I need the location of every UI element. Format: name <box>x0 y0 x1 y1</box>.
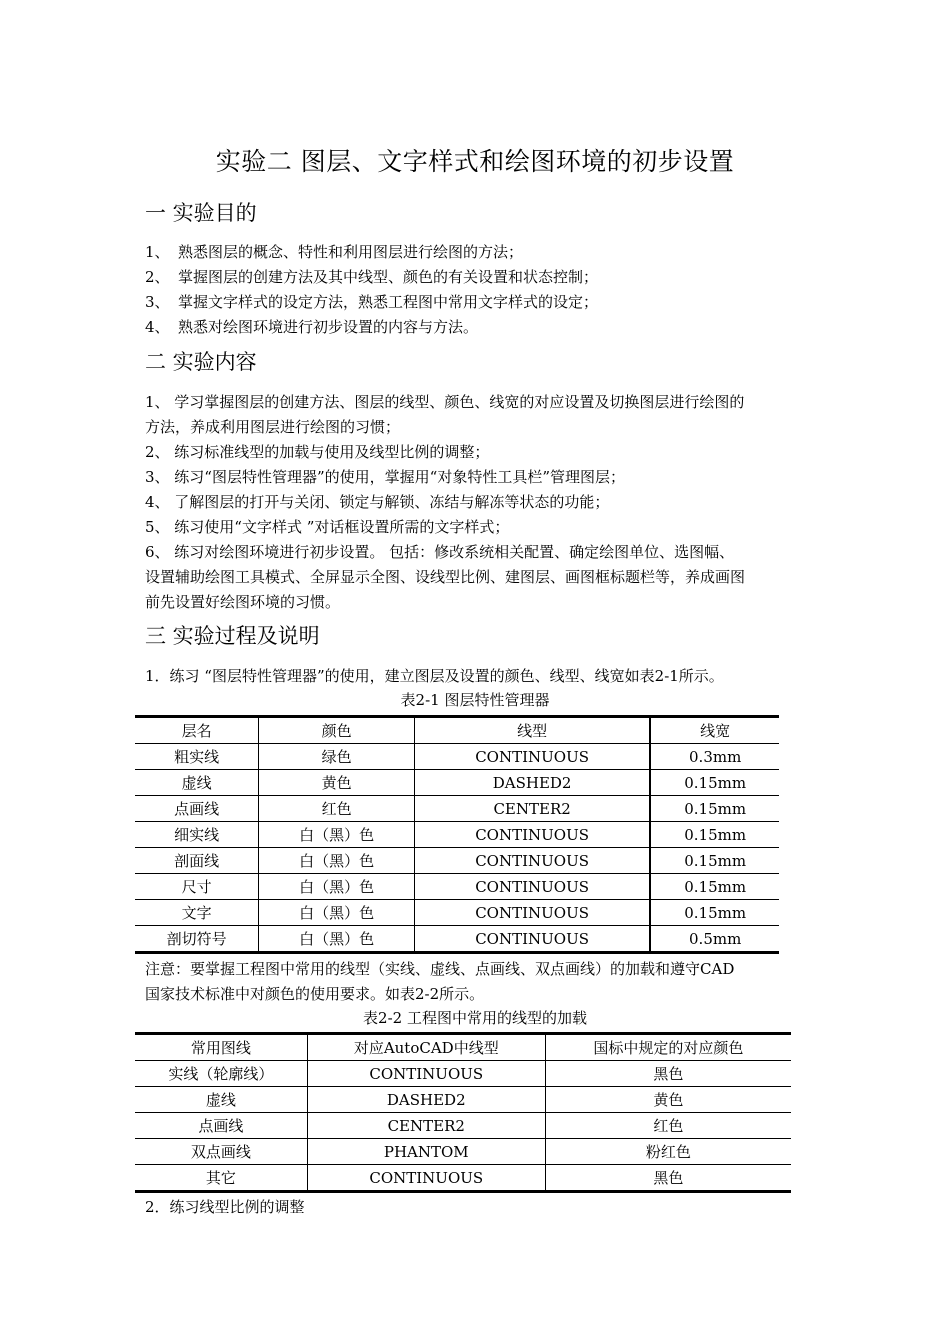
table-cell: CONTINUOUS <box>414 848 650 874</box>
table-cell: 剖面线 <box>135 848 259 874</box>
table-cell: 双点画线 <box>135 1139 307 1165</box>
table-row <box>135 1061 791 1087</box>
table-cell: 剖切符号 <box>135 926 259 953</box>
table-cell: 黄色 <box>259 770 415 796</box>
table-cell: 白（黑）色 <box>259 822 415 848</box>
table-cell: 尺寸 <box>135 874 259 900</box>
content-line: 前先设置好绘图环境的习惯。 <box>145 593 341 611</box>
table-cell: 0.15mm <box>650 822 779 848</box>
table-cell: CONTINUOUS <box>414 926 650 953</box>
content-line: 4、 了解图层的打开与关闭、锁定与解锁、冻结与解冻等状态的功能； <box>145 493 610 511</box>
table-header-row <box>135 717 779 744</box>
table-header-cell: 对应AutoCAD中线型 <box>307 1034 545 1061</box>
table-cell: 虚线 <box>135 1087 307 1113</box>
content-line: 方法，养成利用图层进行绘图的习惯； <box>145 418 401 436</box>
table1-caption: 表2-1 图层特性管理器 <box>400 691 550 709</box>
table-row <box>135 744 779 770</box>
table-cell: CENTER2 <box>307 1113 545 1139</box>
content-line: 3、 练习“图层特性管理器”的使用，掌握用“对象特性工具栏”管理图层； <box>145 468 625 486</box>
table-cell: 白（黑）色 <box>259 848 415 874</box>
content-line: 1、 学习掌握图层的创建方法、图层的线型、颜色、线宽的对应设置及切换图层进行绘图的 <box>145 393 745 411</box>
table-header-cell: 颜色 <box>259 717 415 744</box>
table-row <box>135 900 779 926</box>
table-cell: DASHED2 <box>414 770 650 796</box>
purpose-list <box>145 240 815 340</box>
table-row <box>135 796 779 822</box>
table-row <box>135 848 779 874</box>
table-cell: 点画线 <box>135 796 259 822</box>
table-cell: 绿色 <box>259 744 415 770</box>
table-cell: 红色 <box>545 1113 791 1139</box>
table-cell: CONTINUOUS <box>414 874 650 900</box>
table-cell: DASHED2 <box>307 1087 545 1113</box>
table-cell: 粉红色 <box>545 1139 791 1165</box>
table-cell: CONTINUOUS <box>307 1061 545 1087</box>
table-header-cell: 层名 <box>135 717 259 744</box>
purpose-item: 1、 熟悉图层的概念、特性和利用图层进行绘图的方法； <box>145 243 524 261</box>
step-1-text: 1．练习 “图层特性管理器”的使用，建立图层及设置的颜色、线型、线宽如表2-1所示。 <box>145 667 724 685</box>
table-row <box>135 1087 791 1113</box>
table-header-row <box>135 1034 791 1061</box>
table-header-cell: 线型 <box>414 717 650 744</box>
table-header-cell: 常用图线 <box>135 1034 307 1061</box>
table-cell: 0.15mm <box>650 796 779 822</box>
table-row <box>135 1139 791 1165</box>
table-cell: 0.15mm <box>650 900 779 926</box>
table-row <box>135 874 779 900</box>
layer-properties-table <box>135 715 779 954</box>
table-cell: 黄色 <box>545 1087 791 1113</box>
table-row <box>135 1113 791 1139</box>
table-cell: PHANTOM <box>307 1139 545 1165</box>
content-line: 6、 练习对绘图环境进行初步设置。 包括：修改系统相关配置、确定绘图单位、选图幅、 <box>145 543 735 561</box>
content-line: 2、 练习标准线型的加载与使用及线型比例的调整； <box>145 443 490 461</box>
table2-caption: 表2-2 工程图中常用的线型的加载 <box>363 1009 587 1027</box>
table-cell: CONTINUOUS <box>414 822 650 848</box>
purpose-item: 2、 掌握图层的创建方法及其中线型、颜色的有关设置和状态控制； <box>145 268 599 286</box>
table-cell: CONTINUOUS <box>414 900 650 926</box>
table-cell: 细实线 <box>135 822 259 848</box>
purpose-item: 3、 掌握文字样式的设定方法，熟悉工程图中常用文字样式的设定； <box>145 293 599 311</box>
linetype-loading-table <box>135 1032 791 1193</box>
table-cell: 实线（轮廓线） <box>135 1061 307 1087</box>
table-cell: 白（黑）色 <box>259 900 415 926</box>
table-cell: 虚线 <box>135 770 259 796</box>
section-heading-process: 三 实验过程及说明 <box>145 624 320 648</box>
table-cell: 0.15mm <box>650 874 779 900</box>
table-cell: CENTER2 <box>414 796 650 822</box>
table-cell: 点画线 <box>135 1113 307 1139</box>
table-cell: 0.3mm <box>650 744 779 770</box>
table-cell: 粗实线 <box>135 744 259 770</box>
table-cell: 黑色 <box>545 1165 791 1192</box>
table-header-cell: 线宽 <box>650 717 779 744</box>
table-cell: 0.15mm <box>650 848 779 874</box>
table-cell: 0.15mm <box>650 770 779 796</box>
content-list <box>145 390 815 615</box>
content-line: 5、 练习使用“文字样式 ”对话框设置所需的文字样式； <box>145 518 510 536</box>
content-line: 设置辅助绘图工具模式、全屏显示全图、设线型比例、建图层、画图框标题栏等，养成画图 <box>145 568 746 586</box>
section-heading-content: 二 实验内容 <box>145 350 257 374</box>
table-row <box>135 770 779 796</box>
table-cell: CONTINUOUS <box>307 1165 545 1192</box>
note-text: 注意：要掌握工程图中常用的线型（实线、虚线、点画线、双点画线）的加载和遵守CAD 国家技术标准中对颜色的使用要求。如表2-2所示。 <box>145 960 735 1003</box>
table-cell: 文字 <box>135 900 259 926</box>
step-2-text: 2．练习线型比例的调整 <box>145 1198 305 1216</box>
table-cell: CONTINUOUS <box>414 744 650 770</box>
table-header-cell: 国标中规定的对应颜色 <box>545 1034 791 1061</box>
purpose-item: 4、 熟悉对绘图环境进行初步设置的内容与方法。 <box>145 318 479 336</box>
table-cell: 黑色 <box>545 1061 791 1087</box>
section-heading-purpose: 一 实验目的 <box>145 201 257 225</box>
table-cell: 红色 <box>259 796 415 822</box>
page-title: 实验二 图层、文字样式和绘图环境的初步设置 <box>215 147 735 176</box>
table-cell: 白（黑）色 <box>259 926 415 953</box>
table-cell: 白（黑）色 <box>259 874 415 900</box>
table-cell: 其它 <box>135 1165 307 1192</box>
table-row <box>135 926 779 953</box>
table-row <box>135 822 779 848</box>
table-row <box>135 1165 791 1192</box>
table-cell: 0.5mm <box>650 926 779 953</box>
